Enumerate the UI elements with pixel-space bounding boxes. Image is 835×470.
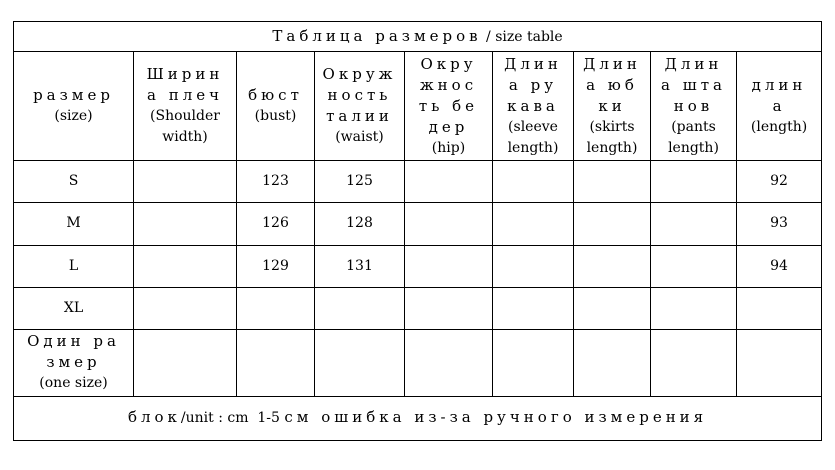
header-label-en: length)	[586, 139, 638, 156]
value-cell	[237, 287, 315, 329]
header-cell	[237, 52, 315, 161]
header-label-en: width)	[162, 129, 208, 146]
value-cell: 123	[237, 160, 315, 202]
size-cell: XL	[14, 287, 134, 329]
value-cell	[574, 287, 651, 329]
value-cell	[315, 330, 405, 396]
header-label-ru: ть бе	[418, 96, 479, 115]
size-cell: L	[14, 245, 134, 287]
value-cell	[134, 330, 237, 396]
header-label-en: length)	[507, 139, 559, 156]
header-label-ru: длин	[751, 75, 807, 94]
header-label-ru: Ширин	[146, 65, 224, 84]
value-cell	[237, 330, 315, 396]
value-cell	[134, 160, 237, 202]
header-label-en: (size)	[54, 108, 93, 125]
value-cell	[651, 160, 737, 202]
header-label-en: (waist)	[335, 129, 384, 146]
header-label-ru: а	[772, 96, 786, 115]
one-size-label-ru: змер	[46, 353, 101, 372]
table-row	[14, 160, 822, 202]
value-cell: 126	[237, 203, 315, 245]
footer-row	[14, 396, 822, 440]
header-label-ru: жнос	[419, 75, 478, 94]
header-label-en: length)	[668, 139, 719, 156]
table-title	[14, 22, 822, 52]
header-label-ru: Окруж	[322, 65, 397, 84]
value-cell	[405, 245, 493, 287]
value-cell: 94	[737, 245, 822, 287]
value-cell	[574, 330, 651, 396]
value-cell	[651, 203, 737, 245]
size-cell: M	[14, 203, 134, 245]
header-label-ru: Окру	[420, 54, 477, 73]
header-label-ru: нов	[673, 96, 714, 115]
size-table-sheet	[13, 21, 821, 441]
header-cell	[315, 52, 405, 161]
value-cell: 131	[315, 245, 405, 287]
value-cell	[405, 160, 493, 202]
footer-unit-ru: блок	[127, 408, 181, 427]
header-label-en: (sleeve	[508, 118, 558, 135]
header-cell	[737, 52, 822, 161]
value-cell	[574, 245, 651, 287]
header-label-ru: кава	[507, 96, 559, 115]
header-label-en: (length)	[750, 118, 808, 135]
one-size-cell	[14, 330, 134, 396]
size-cell: S	[14, 160, 134, 202]
value-cell	[493, 203, 574, 245]
value-cell	[737, 287, 822, 329]
header-label-en: (pants	[671, 118, 716, 135]
value-cell	[574, 160, 651, 202]
footer-note	[14, 396, 822, 440]
value-cell	[493, 245, 574, 287]
title-separator: /	[481, 28, 496, 45]
header-label-en: (skirts	[589, 118, 635, 135]
value-cell	[493, 287, 574, 329]
value-cell: 129	[237, 245, 315, 287]
header-label-ru: дер	[428, 117, 469, 136]
title-ru: Таблица размеров	[272, 26, 482, 45]
header-cell	[405, 52, 493, 161]
table-row	[14, 245, 822, 287]
value-cell	[134, 245, 237, 287]
value-cell: 128	[315, 203, 405, 245]
one-size-label-ru: Один ра	[27, 332, 120, 351]
header-label-en: (bust)	[254, 108, 297, 125]
header-label-ru: а шта	[661, 75, 726, 94]
header-label-ru: бюст	[248, 86, 303, 105]
one-size-label-en: (one size)	[39, 375, 108, 392]
value-cell	[651, 245, 737, 287]
header-label-ru: ность	[327, 86, 392, 105]
value-cell	[737, 330, 822, 396]
footer-error-note: см ошибка из-за ручного измерения	[284, 408, 708, 427]
value-cell	[134, 287, 237, 329]
header-label-ru: Длин	[664, 54, 723, 73]
value-cell	[315, 287, 405, 329]
value-cell	[405, 287, 493, 329]
header-label-ru: Длин	[504, 54, 562, 73]
header-label-en: (Shoulder	[150, 108, 220, 125]
header-cell	[14, 52, 134, 161]
header-cell	[574, 52, 651, 161]
title-en: size table	[495, 28, 563, 45]
header-row	[14, 52, 822, 161]
header-label-ru: талии	[326, 107, 393, 126]
value-cell	[574, 203, 651, 245]
value-cell: 92	[737, 160, 822, 202]
value-cell	[493, 330, 574, 396]
size-table	[13, 21, 822, 441]
header-label-ru: Длин	[583, 54, 641, 73]
header-label-ru: а юб	[586, 75, 638, 94]
table-row	[14, 287, 822, 329]
header-cell	[134, 52, 237, 161]
one-size-row	[14, 330, 822, 396]
value-cell	[651, 287, 737, 329]
value-cell: 125	[315, 160, 405, 202]
footer-unit-en: /unit : cm 1-5	[180, 410, 285, 427]
value-cell	[493, 160, 574, 202]
value-cell	[405, 330, 493, 396]
header-label-ru: ки	[598, 96, 626, 115]
header-cell	[493, 52, 574, 161]
value-cell: 93	[737, 203, 822, 245]
value-cell	[651, 330, 737, 396]
value-cell	[405, 203, 493, 245]
value-cell	[134, 203, 237, 245]
header-label-ru: а ру	[508, 75, 558, 94]
header-label-ru: размер	[33, 86, 114, 105]
header-label-ru: а плеч	[146, 86, 224, 105]
table-row	[14, 203, 822, 245]
header-cell	[651, 52, 737, 161]
header-label-en: (hip)	[431, 139, 466, 156]
